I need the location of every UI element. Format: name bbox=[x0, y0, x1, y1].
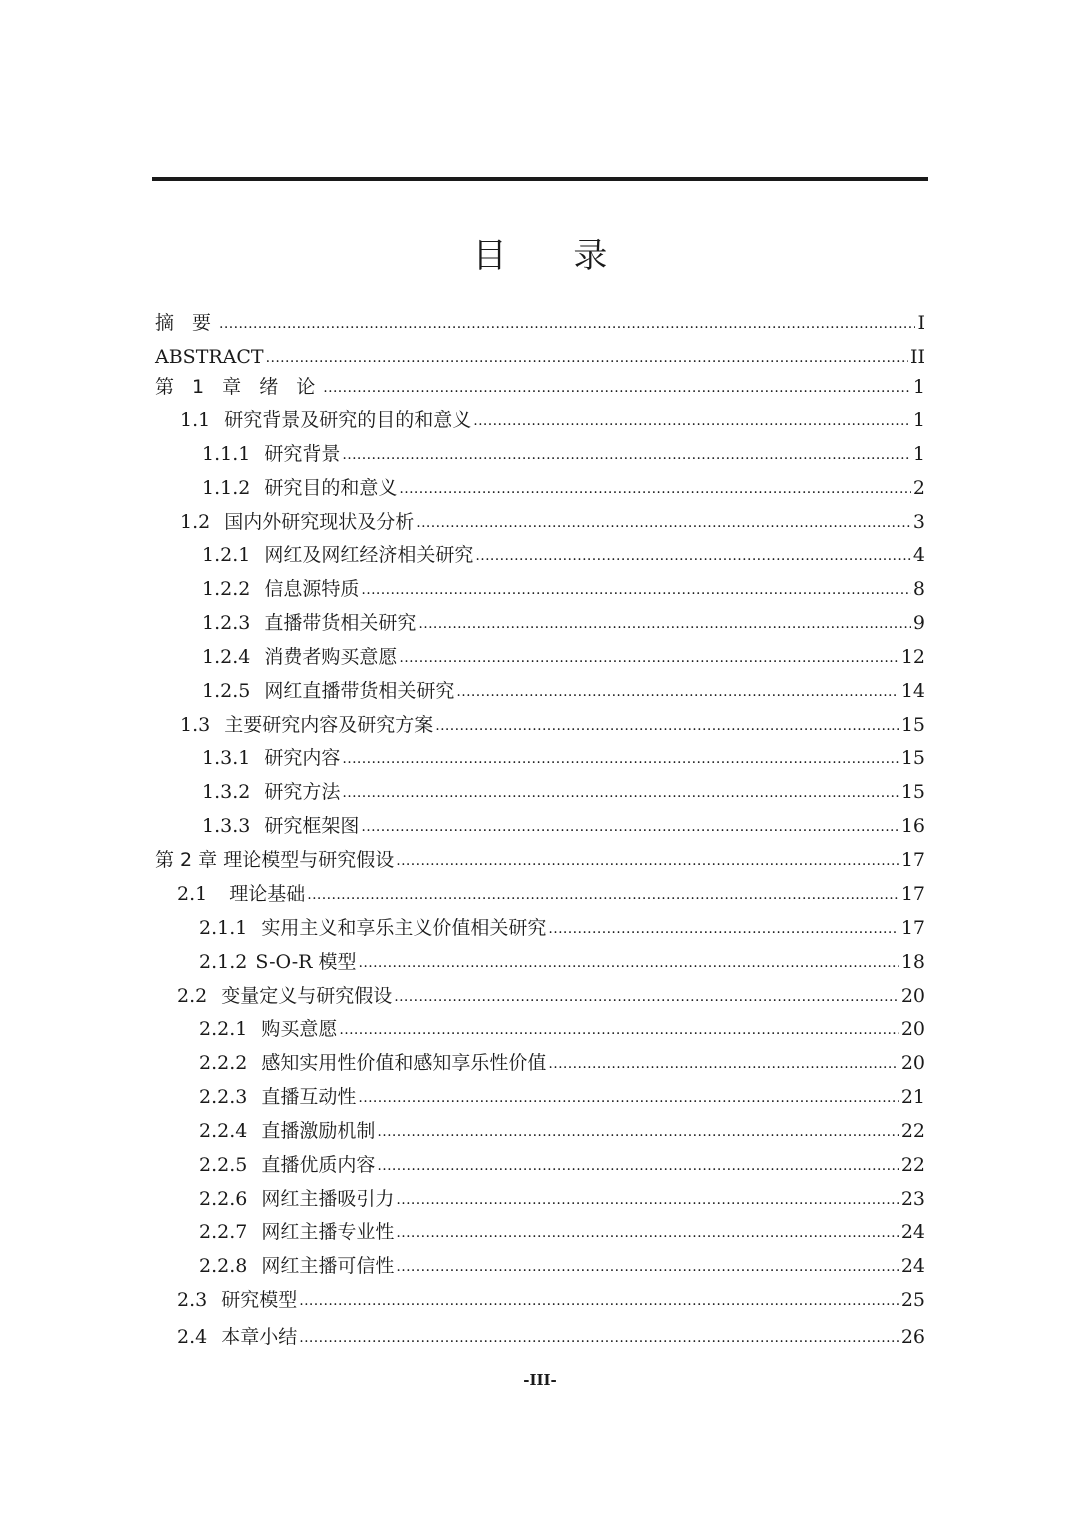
toc-entry-label: 2.1.2 S-O-R 模型 bbox=[199, 951, 357, 973]
toc-leader bbox=[418, 608, 911, 638]
toc-leader bbox=[435, 710, 899, 740]
toc-entry-label: 2.1.1 实用主义和享乐主义价值相关研究 bbox=[199, 917, 547, 939]
toc-entry-label: 1.3.3 研究框架图 bbox=[202, 815, 360, 837]
toc-entry-label: 1.2.4 消费者购买意愿 bbox=[202, 646, 398, 668]
toc-entry-label: 1.2.1 网红及网红经济相关研究 bbox=[202, 544, 474, 566]
toc-entry-page: 15 bbox=[900, 747, 925, 769]
toc-entry-1-2-5[interactable] bbox=[202, 677, 925, 705]
toc-entry-2-2-4[interactable] bbox=[199, 1117, 925, 1145]
toc-entry-page: 4 bbox=[912, 544, 925, 566]
toc-leader bbox=[361, 811, 898, 841]
toc-entry-chapter-2[interactable] bbox=[155, 846, 925, 874]
toc-leader bbox=[219, 308, 915, 338]
toc-entry-page: 15 bbox=[900, 714, 925, 736]
toc-entry-page: 14 bbox=[900, 680, 925, 702]
toc-entry-page: 22 bbox=[900, 1120, 925, 1142]
toc-entry-1-2-2[interactable] bbox=[202, 575, 925, 603]
toc-leader bbox=[394, 981, 899, 1011]
toc-entry-label: 第 2 章 理论模型与研究假设 bbox=[155, 849, 395, 871]
toc-entry-label: 2.3 研究模型 bbox=[177, 1289, 298, 1311]
toc-entry-page: 20 bbox=[900, 985, 925, 1007]
toc-entry-1-2-1[interactable] bbox=[202, 541, 925, 569]
toc-entry-label: 1.3.1 研究内容 bbox=[202, 747, 341, 769]
toc-entry-page: 21 bbox=[900, 1086, 925, 1108]
toc-entry-2-2-6[interactable] bbox=[199, 1185, 925, 1213]
toc-entry-page: 26 bbox=[900, 1326, 925, 1348]
toc-leader bbox=[342, 439, 911, 469]
toc-leader bbox=[399, 473, 911, 503]
toc-entry-label: 1.3 主要研究内容及研究方案 bbox=[180, 714, 434, 736]
toc-entry-page: 3 bbox=[912, 511, 925, 533]
toc-leader bbox=[342, 743, 898, 773]
toc-leader bbox=[396, 1217, 898, 1247]
page-title: 目 录 bbox=[472, 236, 636, 276]
toc-entry-page: 2 bbox=[912, 477, 925, 499]
toc-entry-label: 2.2.4 直播激励机制 bbox=[199, 1120, 376, 1142]
toc-entry-1-1-2[interactable] bbox=[202, 474, 925, 502]
toc-entry-1-2-3[interactable] bbox=[202, 609, 925, 637]
toc-entry-label: 2.1 理论基础 bbox=[177, 883, 306, 905]
toc-entry-2-2[interactable] bbox=[177, 982, 925, 1010]
toc-entry-page: 16 bbox=[900, 815, 925, 837]
toc-entry-2-1-2[interactable] bbox=[199, 948, 925, 976]
toc-entry-label: 1.1 研究背景及研究的目的和意义 bbox=[180, 409, 472, 431]
toc-entry-2-2-5[interactable] bbox=[199, 1151, 925, 1179]
toc-entry-2-4[interactable] bbox=[177, 1323, 925, 1351]
toc-leader bbox=[339, 1014, 898, 1044]
toc-entry-1-2[interactable] bbox=[180, 508, 925, 536]
toc-entry-1-1-1[interactable] bbox=[202, 440, 925, 468]
toc-entry-label: 摘 要 bbox=[155, 312, 218, 334]
toc-entry-label: 1.2.3 直播带货相关研究 bbox=[202, 612, 417, 634]
toc-entry-2-2-2[interactable] bbox=[199, 1049, 925, 1077]
toc-entry-label: 1.3.2 研究方法 bbox=[202, 781, 341, 803]
toc-entry-page: 15 bbox=[900, 781, 925, 803]
toc-entry-2-2-8[interactable] bbox=[199, 1252, 925, 1280]
toc-entry-1-2-4[interactable] bbox=[202, 643, 925, 671]
toc-entry-1-3-1[interactable] bbox=[202, 744, 925, 772]
toc-leader bbox=[396, 845, 899, 875]
toc-entry-label: 2.2.6 网红主播吸引力 bbox=[199, 1188, 395, 1210]
toc-entry-chapter-1[interactable] bbox=[155, 373, 925, 401]
toc-entry-2-2-3[interactable] bbox=[199, 1083, 925, 1111]
toc-entry-page: 8 bbox=[912, 578, 925, 600]
toc-entry-label: 1.2 国内外研究现状及分析 bbox=[180, 511, 415, 533]
toc-entry-2-2-7[interactable] bbox=[199, 1218, 925, 1246]
toc-entry-1-3-2[interactable] bbox=[202, 778, 925, 806]
toc-entry-page: 25 bbox=[900, 1289, 925, 1311]
toc-entry-abstract-cn[interactable] bbox=[155, 309, 925, 337]
toc-leader bbox=[323, 372, 911, 402]
toc-entry-label: 2.2.1 购买意愿 bbox=[199, 1018, 338, 1040]
toc-entry-label: 2.2.2 感知实用性价值和感知享乐性价值 bbox=[199, 1052, 547, 1074]
toc-entry-page: 18 bbox=[900, 951, 925, 973]
toc-entry-page: I bbox=[917, 312, 925, 334]
toc-entry-page: 17 bbox=[900, 917, 925, 939]
toc-entry-label: 第 1 章 绪 论 bbox=[155, 376, 322, 398]
toc-entry-page: 20 bbox=[900, 1052, 925, 1074]
toc-entry-2-1[interactable] bbox=[177, 880, 925, 908]
toc-entry-label: 2.2.8 网红主播可信性 bbox=[199, 1255, 395, 1277]
toc-leader bbox=[399, 642, 898, 672]
toc-leader bbox=[361, 574, 911, 604]
toc-entry-label: 2.4 本章小结 bbox=[177, 1326, 298, 1348]
toc-leader bbox=[548, 913, 898, 943]
toc-entry-page: 22 bbox=[900, 1154, 925, 1176]
toc-leader bbox=[307, 879, 899, 909]
toc-entry-page: 1 bbox=[912, 376, 925, 398]
toc-leader bbox=[358, 1082, 898, 1112]
toc-entry-label: 2.2 变量定义与研究假设 bbox=[177, 985, 393, 1007]
toc-entry-page: 1 bbox=[912, 443, 925, 465]
toc-entry-page: 20 bbox=[900, 1018, 925, 1040]
toc-entry-abstract-en[interactable] bbox=[155, 343, 925, 371]
toc-entry-page: 24 bbox=[900, 1255, 925, 1277]
toc-entry-1-1[interactable] bbox=[180, 406, 925, 434]
toc-leader bbox=[299, 1322, 899, 1352]
toc-entry-label: 1.2.2 信息源特质 bbox=[202, 578, 360, 600]
toc-leader bbox=[377, 1116, 898, 1146]
toc-leader bbox=[396, 1251, 898, 1281]
toc-leader bbox=[396, 1184, 898, 1214]
toc-leader bbox=[473, 405, 911, 435]
toc-leader bbox=[377, 1150, 898, 1180]
toc-leader bbox=[456, 676, 898, 706]
toc-leader bbox=[475, 540, 911, 570]
toc-leader bbox=[548, 1048, 898, 1078]
toc-entry-page: 17 bbox=[900, 883, 925, 905]
toc-entry-2-2-1[interactable] bbox=[199, 1015, 925, 1043]
toc-entry-page: 1 bbox=[912, 409, 925, 431]
toc-entry-2-1-1[interactable] bbox=[199, 914, 925, 942]
toc-leader bbox=[359, 947, 899, 977]
toc-entry-page: 12 bbox=[900, 646, 925, 668]
toc-entry-label: ABSTRACT bbox=[155, 346, 264, 368]
toc-entry-1-3[interactable] bbox=[180, 711, 925, 739]
toc-leader bbox=[342, 777, 898, 807]
toc-entry-label: 2.2.5 直播优质内容 bbox=[199, 1154, 376, 1176]
toc-leader bbox=[416, 507, 911, 537]
toc-entry-page: 9 bbox=[912, 612, 925, 634]
toc-entry-label: 2.2.7 网红主播专业性 bbox=[199, 1221, 395, 1243]
toc-entry-2-3[interactable] bbox=[177, 1286, 925, 1314]
toc-leader bbox=[299, 1285, 899, 1315]
toc-entry-label: 1.1.2 研究目的和意义 bbox=[202, 477, 398, 499]
toc-entry-page: 23 bbox=[900, 1188, 925, 1210]
toc-entry-label: 2.2.3 直播互动性 bbox=[199, 1086, 357, 1108]
toc-entry-1-3-3[interactable] bbox=[202, 812, 925, 840]
toc-entry-page: II bbox=[909, 346, 925, 368]
toc-entry-page: 24 bbox=[900, 1221, 925, 1243]
toc-entry-label: 1.1.1 研究背景 bbox=[202, 443, 341, 465]
page-number: -III- bbox=[523, 1371, 557, 1389]
toc-leader bbox=[266, 342, 908, 372]
toc-entry-label: 1.2.5 网红直播带货相关研究 bbox=[202, 680, 455, 702]
toc-entry-page: 17 bbox=[900, 849, 925, 871]
